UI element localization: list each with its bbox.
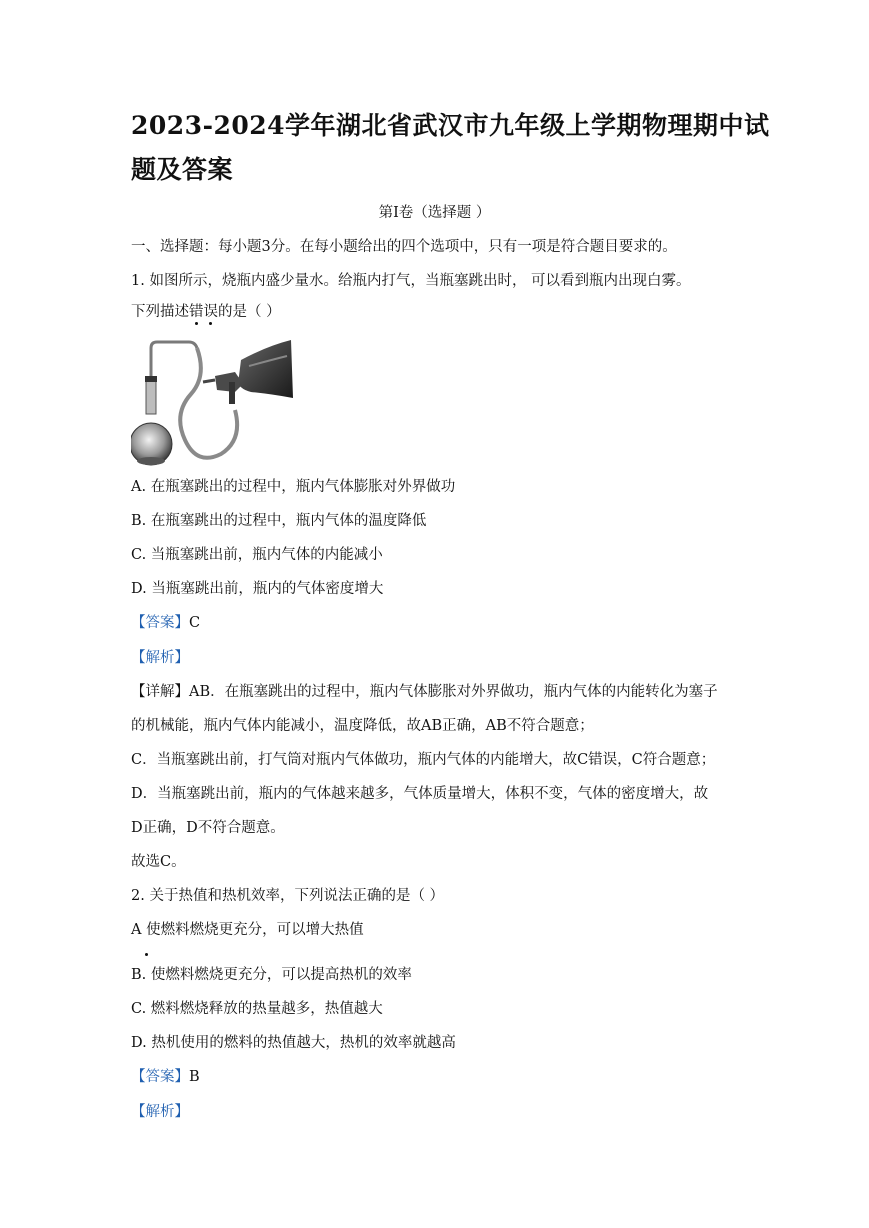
part-heading: 第Ⅰ卷（选择题 ） <box>378 205 491 221</box>
q2-option-c: C. 燃料燃烧释放的热量越多，热值越大 <box>131 1001 383 1017</box>
q1-answer <box>131 613 200 633</box>
q1-detail-text-1: AB．在瓶塞跳出的过程中，瓶内气体膨胀对外界做功，瓶内气体的内能转化为塞子 <box>189 684 718 700</box>
q2-analysis-tag <box>131 1102 189 1122</box>
q1-detail-line3: C．当瓶塞跳出前，打气筒对瓶内气体做功，瓶内气体的内能增大，故C错误，C符合题意； <box>131 752 716 768</box>
q2-stem: 2. 关于热值和热机效率，下列说法正确的是（ ） <box>131 888 445 904</box>
q1-stem-line1: 1. 如图所示，烧瓶内盛少量水。给瓶内打气，当瓶塞跳出时， 可以看到瓶内出现白雾。 <box>131 273 691 289</box>
decorative-dot <box>145 953 148 956</box>
q2-answer-value: B <box>189 1069 200 1085</box>
q1-stem-post: 的是（ ） <box>218 304 281 320</box>
document-title: 2023-2024学年湖北省武汉市九年级上学期物理期中试题及答案 <box>131 111 770 184</box>
q1-answer-tag: 【答案】 <box>131 615 189 631</box>
q1-answer-value: C <box>189 615 201 631</box>
q1-detail-line1 <box>131 682 718 702</box>
q2-option-b: B. 使燃料燃烧更充分，可以提高热机的效率 <box>131 967 412 983</box>
q2-option-d: D. 热机使用的燃料的热值越大，热机的效率就越高 <box>131 1035 456 1051</box>
q1-detail-line2: 的机械能，瓶内气体内能减小，温度降低，故AB正确，AB不符合题意； <box>131 718 594 734</box>
q1-emphasis-2: 误 <box>203 304 218 320</box>
q1-detail-tag: 【详解】 <box>131 684 189 700</box>
q1-emphasis-1: 错 <box>189 304 204 320</box>
q2-analysis-label: 【解析】 <box>131 1104 189 1120</box>
q2-answer <box>131 1067 200 1087</box>
q1-analysis-label: 【解析】 <box>131 650 189 666</box>
q1-analysis-tag <box>131 648 189 668</box>
q1-option-d: D. 当瓶塞跳出前，瓶内的气体密度增大 <box>131 581 384 597</box>
q1-detail-line4: D．当瓶塞跳出前，瓶内的气体越来越多，气体质量增大，体积不变，气体的密度增大，故 <box>131 786 709 802</box>
q1-stem-line2 <box>131 302 281 322</box>
q1-stem-pre: 下列描述 <box>131 304 189 320</box>
q1-conclusion: 故选C。 <box>131 854 186 870</box>
q1-option-c: C. 当瓶塞跳出前，瓶内气体的内能减小 <box>131 547 383 563</box>
section-heading: 一、选择题：每小题3分。在每小题给出的四个选项中，只有一项是符合题目要求的。 <box>131 239 677 255</box>
q1-option-a: A. 在瓶塞跳出的过程中，瓶内气体膨胀对外界做功 <box>131 479 456 495</box>
q1-detail-line5: D正确，D不符合题意。 <box>131 820 285 836</box>
q2-option-a: A 使燃料燃烧更充分，可以增大热值 <box>131 922 364 938</box>
q1-option-b: B. 在瓶塞跳出的过程中，瓶内气体的温度降低 <box>131 513 427 529</box>
q2-answer-tag: 【答案】 <box>131 1069 189 1085</box>
flask-pump-figure <box>131 336 293 468</box>
